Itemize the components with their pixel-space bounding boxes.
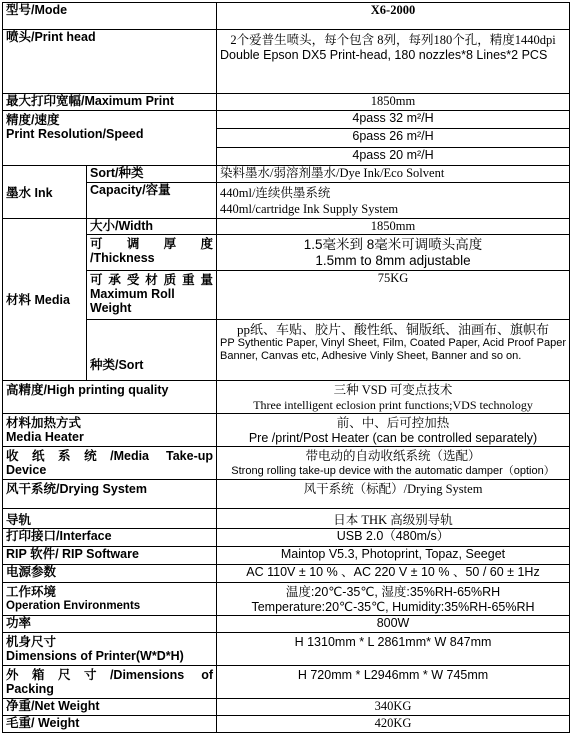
takeup-label-cn: 收纸系统/Media Take-up: [6, 449, 214, 463]
takeup-value-en: Strong rolling take-up device with the automatic damper（option）: [231, 465, 555, 477]
row-rail: [3, 509, 570, 529]
row-max-print: [3, 94, 570, 111]
packing-value: H 720mm * L2946mm * W 745mm: [217, 666, 570, 699]
dimensions-label-en: Dimensions of Printer(W*D*H): [6, 649, 184, 663]
media-sort-value-en: PP Sythentic Paper, Vinyl Sheet, Film, Coated Paper, Acid Proof Paper Banner, Canvas etc, Adhesive Vinly Sheet, Banner and so on.: [220, 337, 567, 362]
heater-label-en: Media Heater: [6, 430, 84, 444]
gross-weight-label: 毛重/ Weight: [3, 716, 217, 733]
row-dimensions: [3, 633, 570, 666]
heater-label-cn: 材料加热方式: [6, 416, 82, 430]
net-weight-label: 净重/Net Weight: [3, 699, 217, 716]
resolution-label-cn: 精度/速度: [6, 113, 60, 127]
media-width-value: 1850mm: [217, 219, 570, 235]
power-value: AC 110V ± 10 % 、AC 220 V ± 10 % 、50 / 60 ± 1Hz: [217, 565, 570, 583]
drying-value: 风干系统（标配）/Drying System: [217, 480, 570, 509]
drying-label: 风干系统/Drying System: [3, 480, 217, 509]
model-value: X6-2000: [217, 3, 570, 30]
media-width-label: 大小/Width: [87, 219, 217, 235]
media-thickness-label-cn: 可调厚度: [90, 237, 214, 251]
interface-value: USB 2.0（480m/s）: [217, 529, 570, 547]
takeup-value-cn: 带电动的自动收纸系统（选配）: [305, 449, 481, 463]
environment-value-cn: 温度:20℃-35℃, 湿度:35%RH-65%RH: [285, 585, 501, 599]
rail-value: 日本 THK 高级别导轨: [217, 509, 570, 529]
row-media-thickness: [3, 235, 570, 271]
row-print-head: [3, 30, 570, 94]
media-thickness-value-en: 1.5mm to 8mm adjustable: [315, 253, 471, 268]
ink-label: 墨水 Ink: [3, 166, 87, 219]
high-quality-value-cn: 三种 VSD 可变点技术: [333, 383, 453, 397]
rip-value: Maintop V5.3, Photoprint, Topaz, Seeget: [217, 547, 570, 565]
media-thickness-value-cn: 1.5毫米到 8毫米可调喷头高度: [303, 237, 483, 252]
ink-capacity-label: Capacity/容量: [87, 183, 217, 219]
power-rating-value: 800W: [217, 616, 570, 633]
media-roll-value: 75KG: [217, 271, 570, 320]
packing-label-en: Packing: [6, 682, 54, 696]
power-label: 电源参数: [3, 565, 217, 583]
resolution-label-en: Print Resolution/Speed: [6, 127, 144, 141]
print-head-value-en: Double Epson DX5 Print-head, 180 nozzles*8 Lines*2 PCS: [220, 48, 548, 62]
resolution-label: [3, 111, 217, 166]
environment-label-en: Operation Environments: [6, 600, 141, 612]
high-quality-label: 高精度/High printing quality: [3, 381, 217, 414]
row-heater: [3, 414, 570, 447]
heater-value-en: Pre /print/Post Heater (can be controlled separately): [248, 431, 538, 445]
row-model: [3, 3, 570, 30]
media-roll-label-cn: 可承受材质重量: [90, 273, 214, 287]
row-high-quality: [3, 381, 570, 414]
rip-label: RIP 软件/ RIP Software: [3, 547, 217, 565]
row-gross-weight: [3, 716, 570, 733]
media-sort-value-cn: pp纸、车贴、胶片、酸性纸、铜版纸、油画布、旗帜布: [237, 322, 550, 337]
ink-capacity-value-2: 440ml/cartridge Ink Supply System: [220, 202, 399, 216]
heater-value-cn: 前、中、后可控加热: [336, 416, 450, 430]
row-media-width: [3, 219, 570, 235]
media-sort-label: 种类/Sort: [87, 320, 217, 381]
resolution-value-3: 4pass 20 m²/H: [217, 148, 570, 166]
row-media-roll: [3, 271, 570, 320]
ink-capacity-value-1: 440ml/连续供墨系统: [220, 186, 331, 200]
row-net-weight: [3, 699, 570, 716]
gross-weight-value: 420KG: [217, 716, 570, 733]
ink-sort-label: Sort/种类: [87, 166, 217, 183]
media-thickness-label-en: /Thickness: [90, 251, 155, 265]
row-ink-capacity: [3, 183, 570, 219]
row-environment: [3, 583, 570, 616]
print-head-value-cn: 2个爱普生喷头，每个包含 8列，每列180个孔，精度1440dpi: [230, 33, 556, 47]
media-label: 材料 Media: [3, 219, 87, 381]
row-power-rating: [3, 616, 570, 633]
environment-value-en: Temperature:20℃-35℃, Humidity:35%RH-65%RH: [251, 600, 535, 614]
resolution-value-2: 6pass 26 m²/H: [217, 129, 570, 148]
power-rating-label: 功率: [3, 616, 217, 633]
high-quality-value-en: Three intelligent eclosion print functions;VDS technology: [253, 398, 533, 412]
model-label: 型号/Mode: [3, 3, 217, 30]
row-interface: [3, 529, 570, 547]
environment-label-cn: 工作环境: [6, 585, 57, 599]
max-print-label: 最大打印宽幅/Maximum Print: [3, 94, 217, 111]
row-rip: [3, 547, 570, 565]
resolution-value-1: 4pass 32 m²/H: [217, 111, 570, 129]
row-power: [3, 565, 570, 583]
media-roll-label-en: Maximum Roll Weight: [90, 287, 175, 315]
row-packing: [3, 666, 570, 699]
packing-label-cn: 外箱尺寸/Dimensions of: [6, 668, 214, 682]
row-takeup: [3, 447, 570, 480]
row-drying: [3, 480, 570, 509]
net-weight-value: 340KG: [217, 699, 570, 716]
ink-sort-value: 染料墨水/弱溶剂墨水/Dye Ink/Eco Solvent: [217, 166, 570, 183]
takeup-label-en: Device: [6, 463, 47, 477]
row-resolution-1: [3, 111, 570, 129]
interface-label: 打印接口/Interface: [3, 529, 217, 547]
dimensions-value: H 1310mm * L 2861mm* W 847mm: [217, 633, 570, 666]
row-media-sort: [3, 320, 570, 381]
print-head-label: 喷头/Print head: [3, 30, 217, 94]
spec-table: [2, 2, 570, 733]
row-ink-sort: [3, 166, 570, 183]
rail-label: 导轨: [3, 509, 217, 529]
max-print-value: 1850mm: [217, 94, 570, 111]
dimensions-label-cn: 机身尺寸: [6, 635, 57, 649]
